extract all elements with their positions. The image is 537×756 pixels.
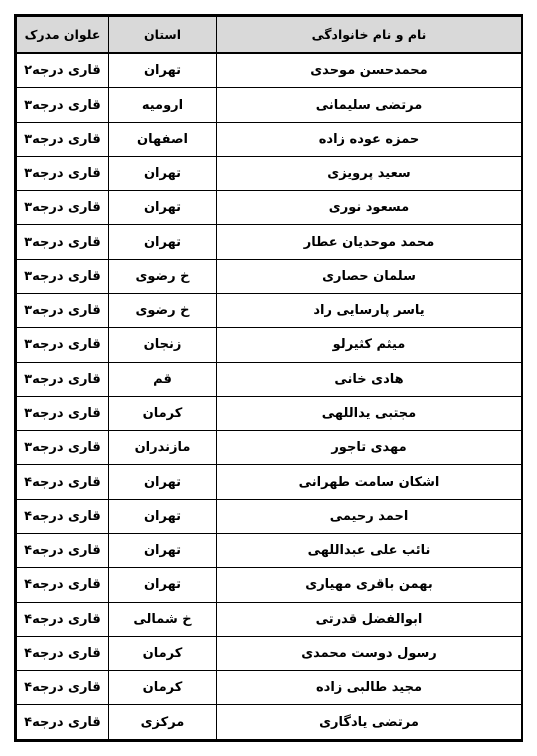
cell-certificate: قاری درجه۲ [17,53,109,88]
header-province: استان [109,17,217,53]
table-row [17,122,522,156]
cell-province: تهران [109,53,217,88]
cell-name: نائب علی عبداللهی [217,534,522,568]
table-row [17,53,522,88]
cell-certificate: قاری درجه۴ [17,534,109,568]
reciters-table [16,16,522,740]
cell-certificate: قاری درجه۴ [17,499,109,533]
cell-province: کرمان [109,636,217,670]
cell-certificate: قاری درجه۴ [17,602,109,636]
table-row [17,294,522,328]
cell-province: تهران [109,191,217,225]
cell-name: مجتبی یداللهی [217,396,522,430]
cell-province: تهران [109,568,217,602]
table-row [17,671,522,705]
cell-certificate: قاری درجه۳ [17,156,109,190]
cell-name: میثم کثیرلو [217,328,522,362]
cell-province: تهران [109,225,217,259]
cell-certificate: قاری درجه۳ [17,191,109,225]
cell-province: خ رضوی [109,294,217,328]
cell-province: کرمان [109,396,217,430]
header-row [17,17,522,53]
cell-province: مازندران [109,431,217,465]
cell-certificate: قاری درجه۴ [17,568,109,602]
cell-certificate: قاری درجه۳ [17,431,109,465]
cell-name: بهمن باقری مهیاری [217,568,522,602]
table-row [17,88,522,122]
cell-name: مجید طالبی زاده [217,671,522,705]
cell-certificate: قاری درجه۳ [17,362,109,396]
cell-province: ارومیه [109,88,217,122]
document-sheet [14,14,523,742]
cell-name: سعید پرویزی [217,156,522,190]
table-row [17,156,522,190]
cell-certificate: قاری درجه۳ [17,328,109,362]
cell-province: تهران [109,534,217,568]
cell-province: قم [109,362,217,396]
header-certificate: علوان مدرک [17,17,109,53]
cell-province: خ رضوی [109,259,217,293]
cell-province: اصفهان [109,122,217,156]
table-row [17,534,522,568]
table-row [17,191,522,225]
cell-certificate: قاری درجه۳ [17,122,109,156]
cell-name: مسعود نوری [217,191,522,225]
cell-province: کرمان [109,671,217,705]
cell-name: محمدحسن موحدی [217,53,522,88]
cell-name: ابوالفضل قدرتی [217,602,522,636]
table-row [17,259,522,293]
cell-province: زنجان [109,328,217,362]
cell-province: تهران [109,465,217,499]
cell-certificate: قاری درجه۳ [17,396,109,430]
cell-certificate: قاری درجه۳ [17,259,109,293]
header-name: نام و نام خانوادگی [217,17,522,53]
table-row [17,362,522,396]
table-row [17,705,522,740]
cell-name: حمزه عوده زاده [217,122,522,156]
table-header [17,17,522,53]
table-row [17,396,522,430]
cell-name: محمد موحدیان عطار [217,225,522,259]
table-row [17,636,522,670]
cell-name: اشکان سامت طهرانی [217,465,522,499]
cell-certificate: قاری درجه۳ [17,294,109,328]
cell-name: سلمان حصاری [217,259,522,293]
cell-certificate: قاری درجه۴ [17,705,109,740]
cell-certificate: قاری درجه۴ [17,671,109,705]
cell-certificate: قاری درجه۳ [17,88,109,122]
cell-certificate: قاری درجه۳ [17,225,109,259]
cell-name: مرتضی سلیمانی [217,88,522,122]
table-row [17,328,522,362]
cell-certificate: قاری درجه۴ [17,636,109,670]
cell-name: هادی خانی [217,362,522,396]
cell-province: تهران [109,499,217,533]
cell-certificate: قاری درجه۴ [17,465,109,499]
cell-province: مرکزی [109,705,217,740]
cell-name: یاسر پارسایی راد [217,294,522,328]
table-row [17,431,522,465]
cell-province: تهران [109,156,217,190]
cell-name: رسول دوست محمدی [217,636,522,670]
table-body [17,53,522,740]
table-row [17,568,522,602]
table-row [17,465,522,499]
cell-name: احمد رحیمی [217,499,522,533]
cell-name: مهدی تاجور [217,431,522,465]
cell-province: خ شمالی [109,602,217,636]
table-row [17,499,522,533]
table-row [17,225,522,259]
table-row [17,602,522,636]
cell-name: مرتضی یادگاری [217,705,522,740]
